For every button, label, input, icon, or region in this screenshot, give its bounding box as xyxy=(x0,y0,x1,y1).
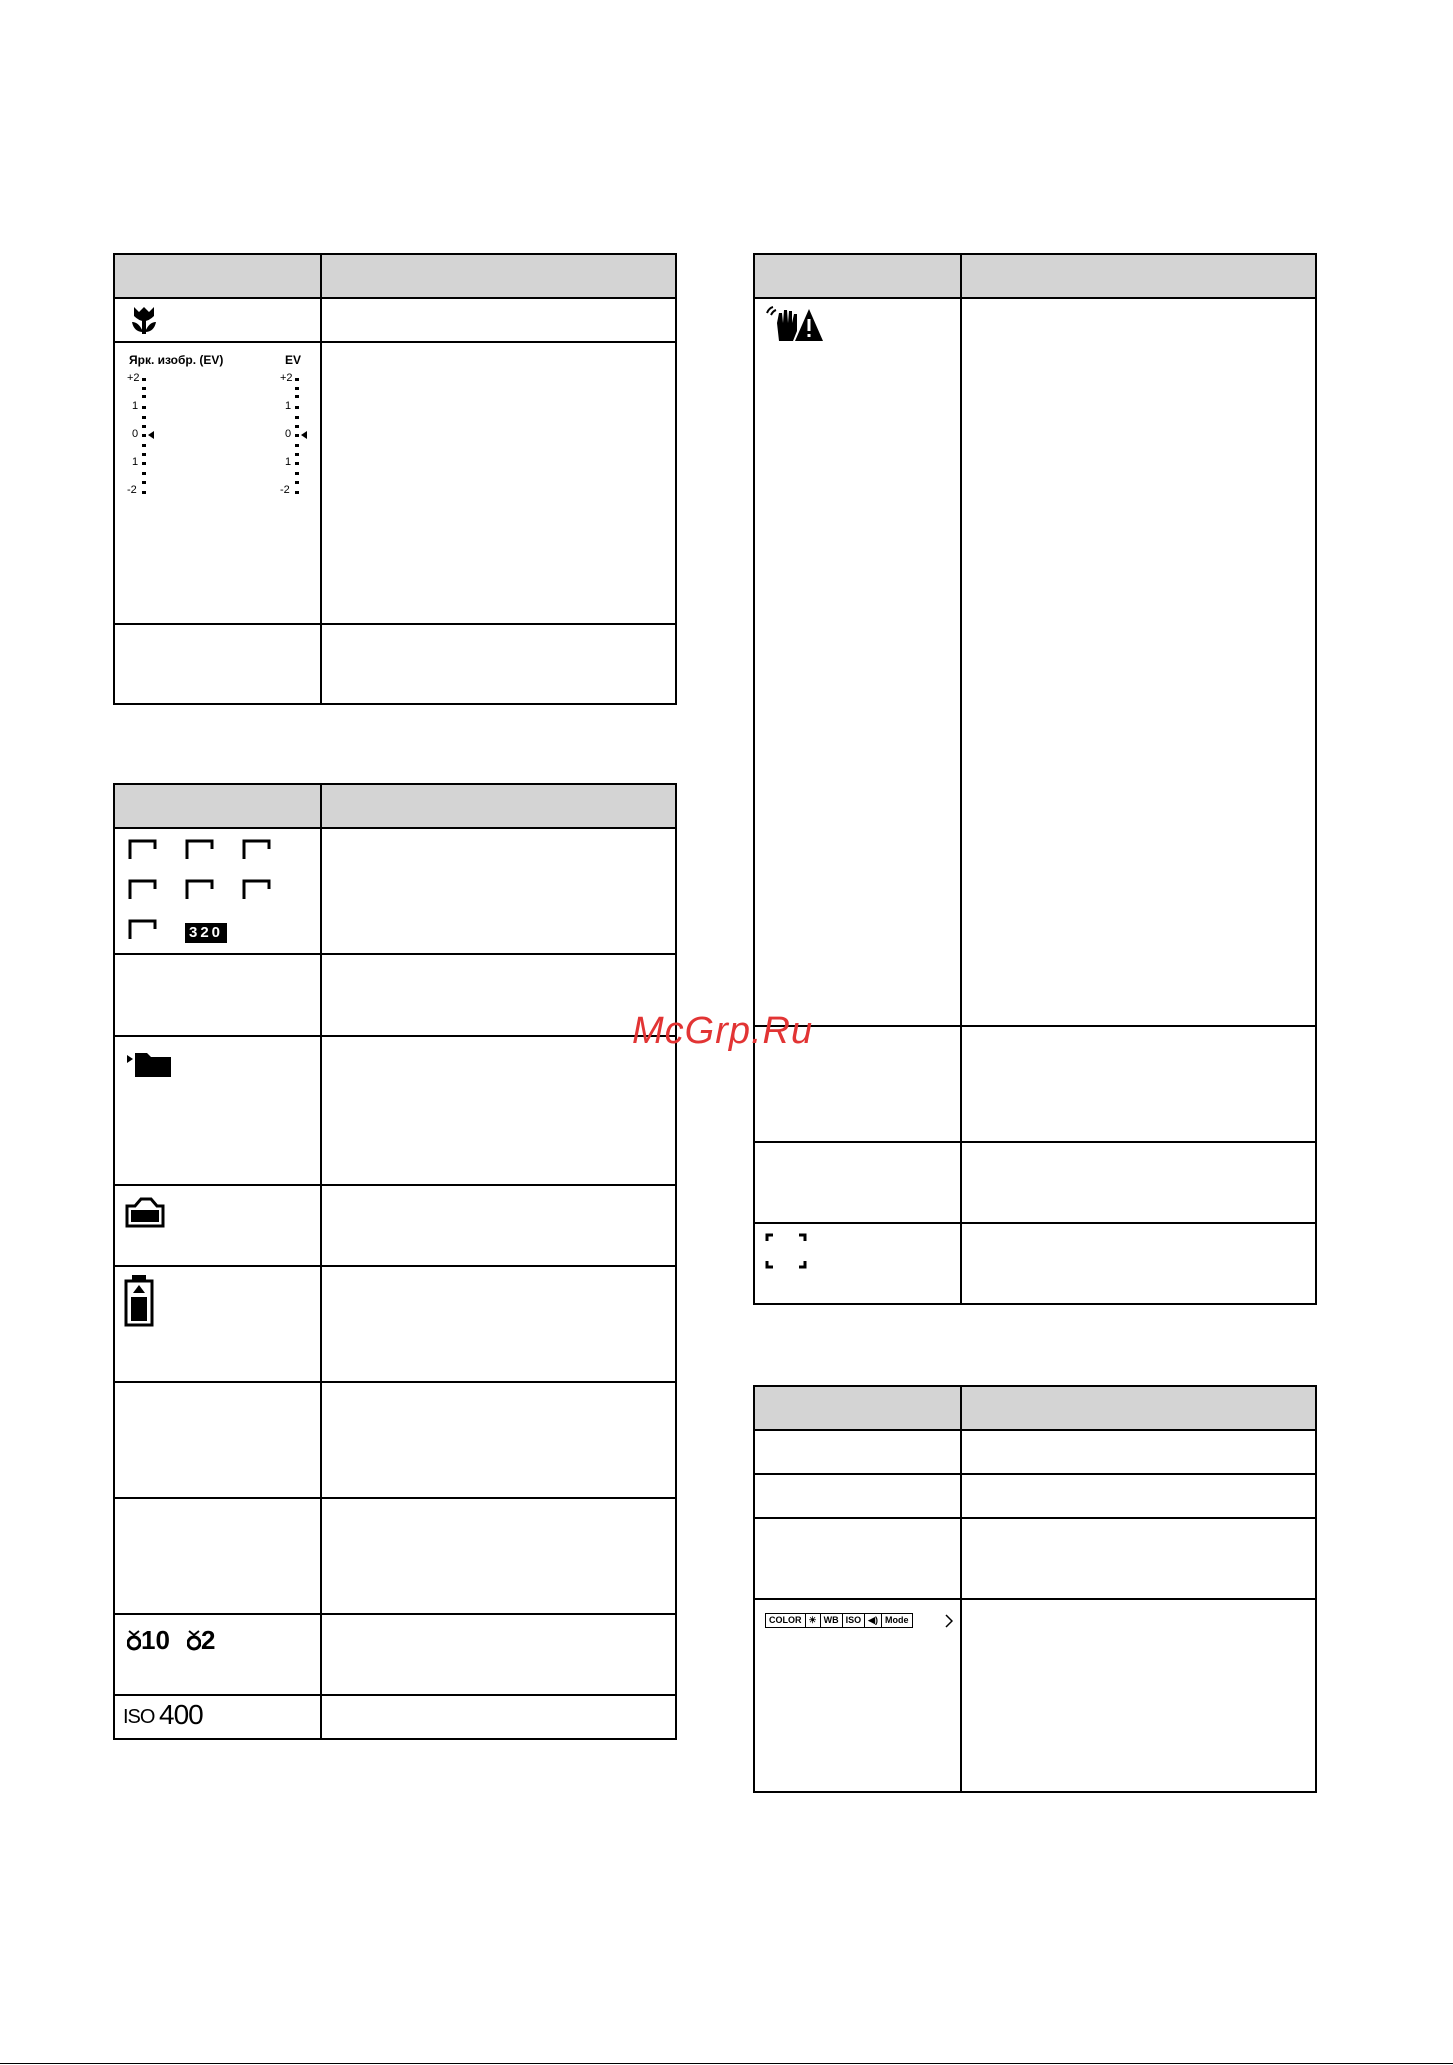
menu-mode: Mode xyxy=(885,1615,909,1625)
ev-left-title: Ярк. изобр. (EV) xyxy=(129,353,224,367)
table-bottom-left xyxy=(113,783,677,1740)
af-frame-cell xyxy=(754,1223,961,1304)
menu-color: COLOR xyxy=(766,1614,806,1627)
self-timer-icon xyxy=(187,1627,201,1653)
movie-size-badge: 320 xyxy=(185,923,227,943)
self-timer-icon xyxy=(127,1627,141,1653)
ev-tick-label: 1 xyxy=(285,400,292,412)
ev-tick-label: 1 xyxy=(132,400,139,412)
recording-folder-icon xyxy=(125,1196,165,1228)
watermark: McGrp.Ru xyxy=(632,1010,814,1052)
battery-icon xyxy=(123,1273,155,1327)
page-bottom-rule xyxy=(0,2063,1453,2064)
ev-tick-label: 0 xyxy=(285,428,292,440)
self-timer-cell xyxy=(114,1614,321,1695)
ev-tick-label: 0 xyxy=(132,428,139,440)
ev-tick-label: +2 xyxy=(280,372,293,384)
self-timer-10-label: 10 xyxy=(141,1625,170,1655)
iso-value: 400 xyxy=(159,1699,203,1730)
camera-shake-warning-icon xyxy=(765,305,823,343)
table-bottom-right xyxy=(753,1385,1317,1793)
iso-prefix: ISO xyxy=(123,1706,155,1728)
ev-left-scale-graphic xyxy=(142,373,156,499)
ev-right-title: EV xyxy=(285,353,302,367)
image-size-cell xyxy=(114,828,321,954)
ev-right-scale-graphic xyxy=(295,373,309,499)
movie-folder-cell xyxy=(114,1036,321,1185)
macro-tulip-icon xyxy=(129,304,159,336)
folder-cell xyxy=(114,1185,321,1266)
menu-bar-cell xyxy=(754,1599,961,1792)
movie-folder-icon xyxy=(127,1051,173,1079)
table-top-right xyxy=(753,253,1317,1305)
menu-wb: WB xyxy=(821,1614,843,1627)
ev-tick-label: 1 xyxy=(132,456,139,468)
battery-cell xyxy=(114,1266,321,1382)
self-timer-2-label: 2 xyxy=(201,1625,216,1655)
ev-tick-label: -2 xyxy=(127,484,137,496)
ev-scale-cell xyxy=(114,342,321,624)
ev-tick-label: 1 xyxy=(285,456,292,468)
ev-tick-label: +2 xyxy=(127,372,140,384)
ev-tick-label: -2 xyxy=(280,484,290,496)
menu-exposure-icon: ☀ xyxy=(806,1614,821,1627)
menu-bar-guide xyxy=(765,1613,913,1628)
shake-warning-cell xyxy=(754,298,961,1026)
chevron-right-icon xyxy=(945,1614,953,1628)
table-top-left xyxy=(113,253,677,705)
menu-iso: ISO xyxy=(843,1614,866,1627)
macro-cell xyxy=(114,298,321,342)
iso-cell xyxy=(114,1695,321,1739)
menu-volume-icon: ◀) xyxy=(865,1614,882,1627)
af-range-finder-frame-icon xyxy=(765,1232,807,1270)
